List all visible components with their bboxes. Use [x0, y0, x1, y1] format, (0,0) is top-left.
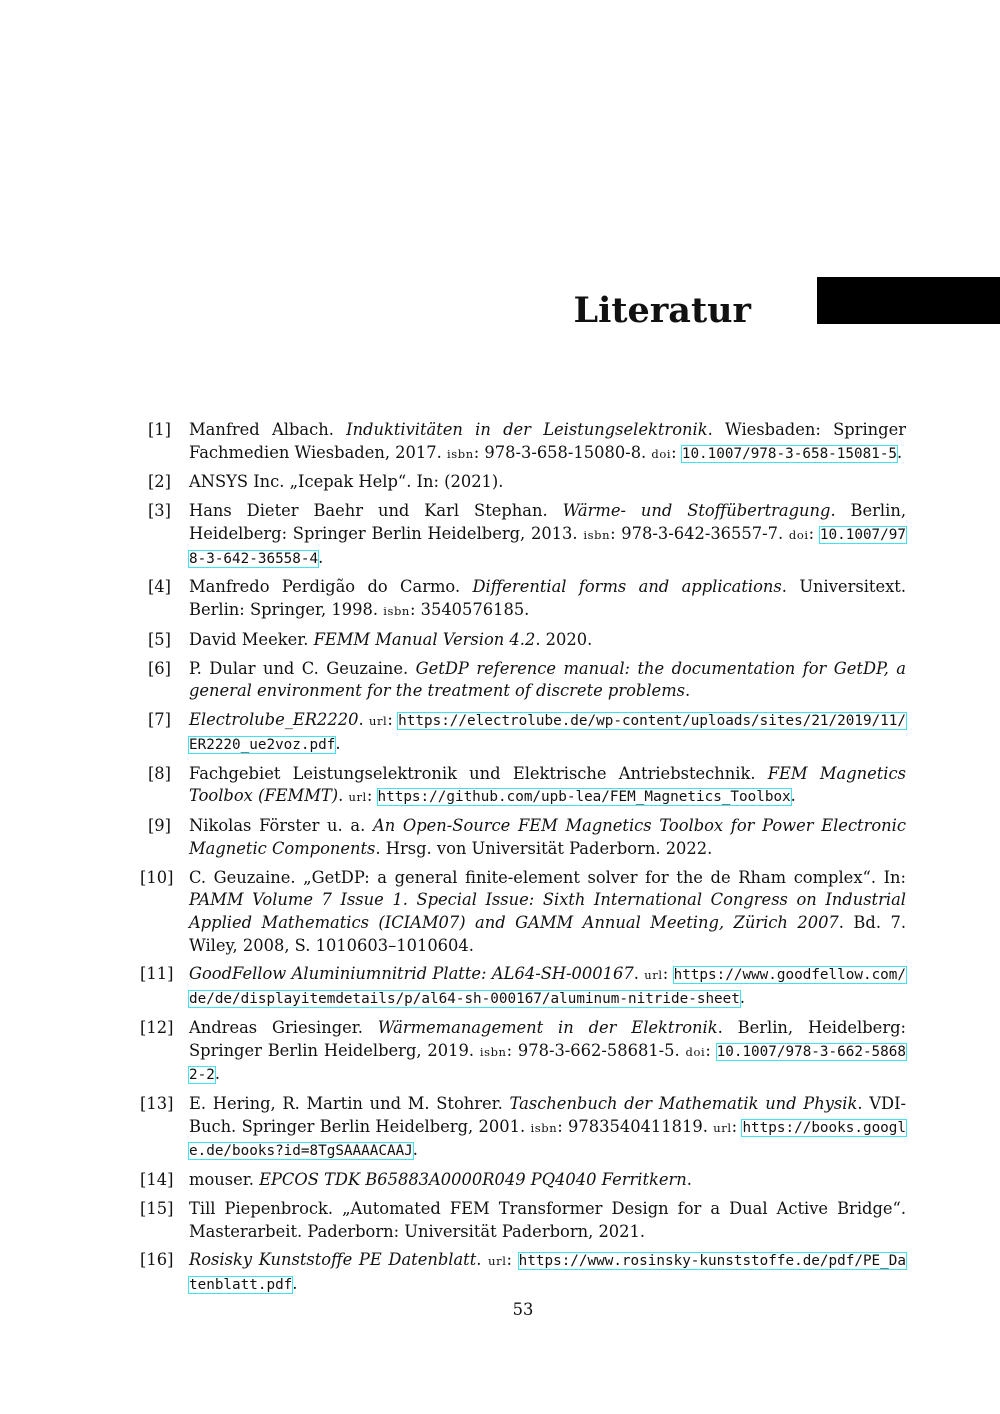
bib-entry-details: . Bd. 7. Wiley, 2008, S. 1010603–1010604.	[189, 912, 906, 955]
url-label: url	[488, 1254, 507, 1269]
bib-entry: [7] Electrolube_ER2220. url: https://electrolube.de/wp-content/uploads/sites/21/2019/11/ER2220_ue2voz.pdf.	[140, 709, 906, 756]
bib-entry-details: . Berlin, Heidelberg: Springer Berlin Heidelberg, 2013.	[189, 501, 906, 543]
bib-entry-text: ANSYS Inc. „Icepak Help“. In: (2021).	[189, 472, 504, 492]
bib-entry-tail: .	[292, 1274, 298, 1294]
bib-entry-author: David Meeker.	[189, 629, 314, 649]
bib-entry-tail: .	[897, 442, 903, 462]
bib-entry-title: Electrolube_ER2220	[189, 710, 359, 730]
bib-entry-title: An Open-Source FEM Magnetics Toolbox for Power Electronic Magnetic Components	[189, 816, 906, 858]
bib-entry-title: Wärmemanagement in der Elektronik	[377, 1017, 718, 1037]
doi-link[interactable]: 10.1007/978-3-662-58682-2	[189, 1043, 906, 1084]
bib-entry-author: Manfredo Perdigão do Carmo.	[189, 577, 473, 597]
bib-entry-author: Fachgebiet Leistungselektronik und Elektrische Antriebstechnik.	[189, 763, 768, 783]
bib-entry-number: [16]	[140, 1250, 174, 1270]
bib-entry: [13] E. Hering, R. Martin und M. Stohrer. Taschenbuch der Mathematik und Physik. VDI-Buch. Springer Berlin Heidelberg, 2001. isbn: 9783540411819. url: https://books.google.de/books?id=8TgSAAAACAAJ.	[140, 1094, 906, 1160]
bib-entry-number: [12]	[140, 1017, 174, 1037]
bib-entry-number: [8]	[147, 763, 171, 783]
bib-entry	[140, 629, 906, 652]
bib-entry-title: Wärme- und Stoffübertragung	[562, 501, 831, 521]
bib-entry-number: [2]	[147, 472, 171, 492]
isbn-label: isbn	[383, 604, 410, 619]
bib-entry-tail: .	[412, 1140, 418, 1160]
bib-entry-details: . Universitext. Berlin: Springer, 1998.	[189, 577, 906, 620]
url-link[interactable]: https://electrolube.de/wp-content/uploads/sites/21/2019/11/ER2220_ue2voz.pdf	[189, 713, 906, 753]
bib-entry	[140, 576, 906, 622]
bib-entry-number: [3]	[147, 501, 171, 521]
bib-entry-number: [10]	[140, 867, 174, 887]
bib-entry	[140, 1169, 906, 1192]
url-label: url	[368, 714, 388, 729]
doi-link[interactable]: 10.1007/978-3-642-36558-4	[189, 526, 906, 567]
chapter-title: Literatur	[573, 290, 751, 331]
url-label: url	[348, 790, 367, 805]
bib-entry-details: .	[686, 1170, 692, 1190]
bib-entry	[140, 867, 906, 957]
bib-entry: [3] Hans Dieter Baehr und Karl Stephan. Wärme- und Stoffübertragung. Berlin, Heidelberg: Springer Berlin Heidelberg, 2013. isbn: 978-3-642-36557-7. doi: 10.1007/978-3-642-36558-4.	[140, 500, 906, 570]
bib-entry: [8] Fachgebiet Leistungselektronik und Elektrische Antriebstechnik. FEM Magnetics Toolbox (FEMMT). url: https://github.com/upb-lea/FEM_Magnetics_Toolbox.	[140, 763, 906, 809]
url-link[interactable]: https://github.com/upb-lea/FEM_Magnetics_Toolbox	[377, 789, 791, 806]
chapter-thumb-tab	[817, 277, 1000, 324]
bib-entry-title: GoodFellow Aluminiumnitrid Platte: AL64-SH-000167	[189, 964, 634, 984]
bib-entry-author: Nikolas Förster u. a.	[189, 816, 373, 836]
bib-entry: [11] GoodFellow Aluminiumnitrid Platte: AL64-SH-000167. url: https://www.goodfellow.com/de/de/displayitemdetails/p/al64-sh-000167/aluminum-nitride-sheet.	[140, 964, 906, 1008]
isbn-label: isbn	[479, 1044, 507, 1059]
url-link[interactable]: https://www.goodfellow.com/de/de/displayitemdetails/p/al64-sh-000167/aluminum-nitride-sheet	[189, 967, 906, 1008]
bib-entry-text: Till Piepenbrock. „Automated FEM Transformer Design for a Dual Active Bridge“. Masterarbeit. Paderborn: Universität Paderborn, 2021.	[189, 1198, 906, 1241]
bib-entry-author: mouser.	[189, 1170, 260, 1190]
url-link[interactable]: https://books.google.de/books?id=8TgSAAAACAAJ	[189, 1119, 906, 1160]
bib-entry-author: Hans Dieter Baehr und Karl Stephan.	[189, 501, 563, 521]
isbn-value: : 978-3-662-58681-5.	[506, 1040, 686, 1060]
bib-entry-number: [7]	[147, 710, 171, 730]
bib-entry-title: GetDP reference manual: the documentation for GetDP, a general environment for the treatment of discrete problems	[189, 658, 906, 701]
doi-label: doi	[651, 446, 672, 461]
bib-entry-author: P. Dular und C. Geuzaine.	[189, 658, 416, 678]
bib-entry-tail: .	[739, 988, 746, 1008]
isbn-value: : 978-3-658-15080-8.	[473, 442, 652, 462]
bib-entry-title: Rosisky Kunststoffe PE Datenblatt	[189, 1250, 477, 1270]
url-label: url	[713, 1120, 732, 1135]
bib-entry-details: .	[633, 964, 645, 984]
bib-entry-details: . Berlin, Heidelberg: Springer Berlin Heidelberg, 2019.	[189, 1017, 907, 1060]
bib-entry-title: FEMM Manual Version 4.2	[313, 629, 536, 649]
bib-entry-title: Taschenbuch der Mathematik und Physik	[509, 1094, 858, 1113]
bib-entry-title: Differential forms and applications	[472, 577, 782, 597]
bib-entry-title: Induktivitäten in der Leistungselektronik	[346, 420, 708, 439]
bib-entry-tail: .	[335, 733, 341, 753]
bib-entry-author: E. Hering, R. Martin und M. Stohrer.	[189, 1094, 510, 1113]
bib-entry-tail: .	[318, 547, 324, 567]
bib-entry-author: C. Geuzaine. „GetDP: a general finite-element solver for the de Rham complex“. In:	[189, 867, 906, 887]
bib-entry-number: [9]	[147, 816, 171, 836]
bib-entry-details: . Hrsg. von Universität Paderborn. 2022.	[375, 838, 713, 858]
bib-entry-number: [14]	[140, 1170, 174, 1190]
bib-entry	[140, 658, 906, 703]
bib-entry-details: .	[358, 710, 369, 730]
bib-entry: [1] Manfred Albach. Induktivitäten in der Leistungselektronik. Wiesbaden: Springer Fachmedien Wiesbaden, 2017. isbn: 978-3-658-15080-8. doi: 10.1007/978-3-658-15081-5.	[140, 419, 906, 465]
doi-label: doi	[788, 527, 809, 542]
bibliography-list	[140, 419, 906, 1303]
bib-entry-number: [1]	[147, 420, 171, 439]
bib-entry: [12] Andreas Griesinger. Wärmemanagement in der Elektronik. Berlin, Heidelberg: Springer Berlin Heidelberg, 2019. isbn: 978-3-662-58681-5. doi: 10.1007/978-3-662-58682-2.	[140, 1017, 907, 1084]
bib-entry-author: Manfred Albach.	[189, 420, 347, 439]
bib-entry-tail: .	[790, 786, 796, 806]
isbn-value: : 978-3-642-36557-7.	[610, 523, 789, 543]
bib-entry: [16] Rosisky Kunststoffe PE Datenblatt. url: https://www.rosinsky-kunststoffe.de/pdf/PE_Datenblatt.pdf.	[140, 1250, 906, 1294]
bib-entry-details: .	[476, 1250, 489, 1270]
bib-entry-details: . 2020.	[535, 629, 593, 649]
bib-entry-number: [4]	[147, 577, 171, 597]
bib-entry-title: EPCOS TDK B65883A0000R049 PQ4040 Ferritkern	[259, 1170, 687, 1190]
bib-entry-number: [11]	[140, 964, 174, 984]
bib-entry-details: .	[338, 786, 349, 806]
bib-entry-tail: .	[214, 1064, 221, 1084]
bib-entry-number: [15]	[140, 1198, 174, 1218]
isbn-label: isbn	[583, 527, 611, 542]
bib-entry-number: [6]	[147, 658, 171, 678]
bib-entry-details: . Wiesbaden: Springer Fachmedien Wiesbaden, 2017.	[189, 420, 906, 462]
isbn-label: isbn	[530, 1120, 558, 1135]
doi-label: doi	[685, 1044, 706, 1059]
bib-entry-number: [5]	[147, 629, 171, 649]
isbn-value: : 9783540411819.	[557, 1116, 714, 1136]
isbn-label: isbn	[446, 446, 474, 461]
url-label: url	[644, 968, 663, 983]
url-link[interactable]: https://www.rosinsky-kunststoffe.de/pdf/PE_Datenblatt.pdf	[189, 1253, 906, 1294]
bib-entry-details: . VDI-Buch. Springer Berlin Heidelberg, 2001.	[189, 1094, 906, 1136]
bib-entry-title: PAMM Volume 7 Issue 1. Special Issue: Sixth International Congress on Industrial Applied Mathematics (ICIAM07) and GAMM Annual Meeting, Zürich 2007	[189, 890, 906, 932]
bib-entry-details: .	[684, 681, 691, 701]
bib-entry	[140, 471, 906, 494]
page-number: 53	[512, 1300, 534, 1319]
bib-entry-number: [13]	[140, 1094, 174, 1113]
bib-entry-title: FEM Magnetics Toolbox (FEMMT)	[189, 763, 906, 806]
isbn-value: : 3540576185.	[409, 600, 530, 620]
bib-entry-author: Andreas Griesinger.	[189, 1017, 378, 1037]
bib-entry	[140, 1198, 906, 1243]
bib-entry	[140, 815, 906, 860]
doi-link[interactable]: 10.1007/978-3-658-15081-5	[681, 445, 898, 462]
